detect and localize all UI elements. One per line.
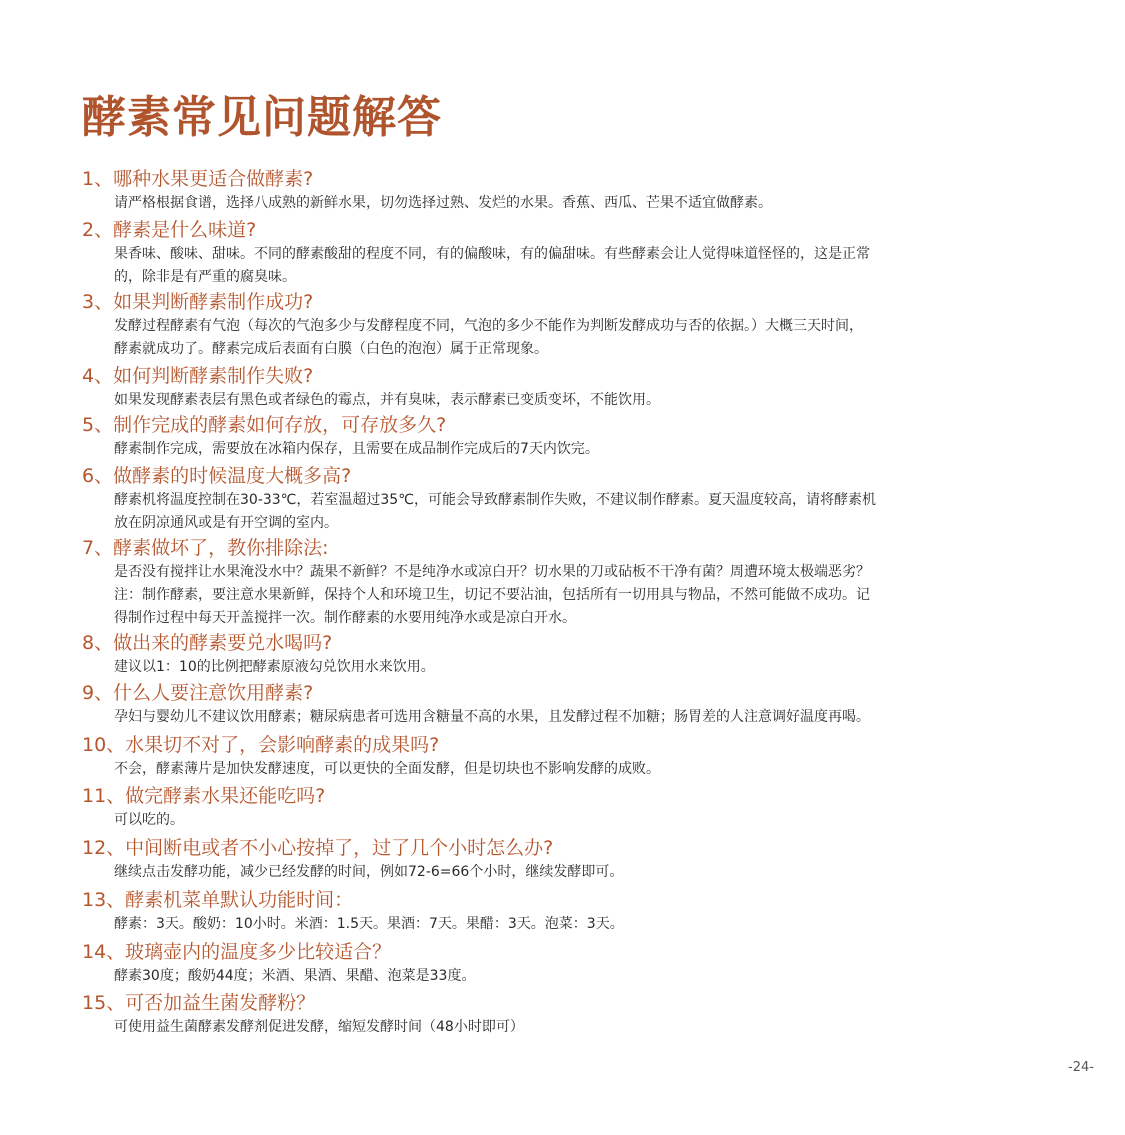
- faq-item-10: [82, 732, 1082, 781]
- faq-question: 3、如果判断酵素制作成功?: [82, 291, 314, 313]
- faq-question: 9、什么人要注意饮用酵素?: [82, 682, 314, 704]
- answer-line: 果香味、酸味、甜味。不同的酵素酸甜的程度不同，有的偏酸味，有的偏甜味。有些酵素会让人觉得味道怪怪的，这是正常: [114, 246, 870, 262]
- faq-question: 4、如何判断酵素制作失败?: [82, 365, 314, 387]
- answer-line: 如果发现酵素表层有黑色或者绿色的霉点，并有臭味，表示酵素已变质变坏，不能饮用。: [114, 392, 660, 408]
- faq-answer: [82, 489, 1074, 535]
- answer-line: 酵素机将温度控制在30-33℃，若室温超过35℃，可能会导致酵素制作失败，不建议制作酵素。夏天温度较高，请将酵素机: [114, 492, 876, 508]
- faq-item-4: [82, 363, 1082, 412]
- faq-item-1: [82, 166, 1082, 215]
- answer-line: 请严格根据食谱，选择八成熟的新鲜水果，切勿选择过熟、发烂的水果。香蕉、西瓜、芒果不适宜做酵素。: [114, 195, 772, 211]
- faq-answer: [82, 656, 1074, 679]
- faq-question: 10、水果切不对了，会影响酵素的成果吗?: [82, 734, 440, 756]
- faq-question: 8、做出来的酵素要兑水喝吗?: [82, 632, 333, 654]
- answer-line: 可以吃的。: [114, 812, 184, 828]
- faq-answer: [82, 561, 1074, 630]
- answer-line: 注：制作酵素，要注意水果新鲜，保持个人和环境卫生，切记不要沾油，包括所有一切用具与物品，不然可能做不成功。记: [114, 587, 870, 603]
- answer-line: 可使用益生菌酵素发酵剂促进发酵，缩短发酵时间（48小时即可）: [114, 1019, 524, 1035]
- faq-item-11: [82, 783, 1082, 832]
- faq-answer: [82, 861, 1074, 884]
- answer-line: 不会，酵素薄片是加快发酵速度，可以更快的全面发酵，但是切块也不影响发酵的成败。: [114, 761, 660, 777]
- answer-line: 酵素制作完成，需要放在冰箱内保存，且需要在成品制作完成后的7天内饮完。: [114, 441, 599, 457]
- faq-answer: [82, 243, 1074, 289]
- faq-answer: [82, 315, 1074, 361]
- answer-line: 酵素就成功了。酵素完成后表面有白膜（白色的泡泡）属于正常现象。: [114, 341, 548, 357]
- faq-answer: [82, 913, 1074, 936]
- faq-item-3: [82, 289, 1082, 361]
- faq-item-9: [82, 680, 1082, 729]
- faq-question: 1、哪种水果更适合做酵素?: [82, 168, 314, 190]
- faq-answer: [82, 758, 1074, 781]
- answer-line: 酵素：3天。酸奶：10小时。米酒：1.5天。果酒：7天。果醋：3天。泡菜：3天。: [114, 916, 624, 932]
- faq-item-12: [82, 835, 1082, 884]
- faq-question: 11、做完酵素水果还能吃吗?: [82, 785, 326, 807]
- answer-line: 的，除非是有严重的腐臭味。: [114, 269, 296, 285]
- page-title: 酵素常见问题解答: [82, 92, 442, 143]
- faq-item-2: [82, 217, 1082, 289]
- faq-answer: [82, 389, 1074, 412]
- faq-question: 6、做酵素的时候温度大概多高?: [82, 465, 352, 487]
- faq-question: 2、酵素是什么味道?: [82, 219, 257, 241]
- faq-answer: [82, 192, 1074, 215]
- answer-line: 建议以1：10的比例把酵素原液勾兑饮用水来饮用。: [114, 659, 435, 675]
- answer-line: 是否没有搅拌让水果淹没水中？蔬果不新鲜？不是纯净水或凉白开？切水果的刀或砧板不干净有菌？周遭环境太极端恶劣？: [114, 564, 870, 580]
- faq-answer: [82, 965, 1074, 988]
- faq-item-7: [82, 535, 1082, 630]
- faq-question: 5、制作完成的酵素如何存放，可存放多久?: [82, 414, 447, 436]
- answer-line: 发酵过程酵素有气泡（每次的气泡多少与发酵程度不同，气泡的多少不能作为判断发酵成功与否的依据。）大概三天时间，: [114, 318, 863, 334]
- faq-item-13: [82, 887, 1082, 936]
- faq-question: 7、酵素做坏了，教你排除法:: [82, 537, 329, 559]
- faq-answer: [82, 809, 1074, 832]
- faq-item-6: [82, 463, 1082, 535]
- faq-item-14: [82, 939, 1082, 988]
- faq-question: 12、中间断电或者不小心按掉了，过了几个小时怎么办?: [82, 837, 554, 859]
- page-number: -24-: [1068, 1060, 1094, 1075]
- faq-item-15: [82, 990, 1082, 1039]
- faq-question: 13、酵素机菜单默认功能时间：: [82, 889, 354, 911]
- answer-line: 酵素30度；酸奶44度；米酒、果酒、果醋、泡菜是33度。: [114, 968, 476, 984]
- answer-line: 得制作过程中每天开盖搅拌一次。制作酵素的水要用纯净水或是凉白开水。: [114, 610, 576, 626]
- answer-line: 继续点击发酵功能，减少已经发酵的时间，例如72-6=66个小时，继续发酵即可。: [114, 864, 624, 880]
- faq-question: 15、可否加益生菌发酵粉？: [82, 992, 316, 1014]
- answer-line: 孕妇与婴幼儿不建议饮用酵素；糖尿病患者可选用含糖量不高的水果，且发酵过程不加糖；肠胃差的人注意调好温度再喝。: [114, 709, 870, 725]
- faq-question: 14、玻璃壶内的温度多少比较适合？: [82, 941, 392, 963]
- answer-line: 放在阴凉通风或是有开空调的室内。: [114, 515, 338, 531]
- faq-item-5: [82, 412, 1082, 461]
- faq-answer: [82, 438, 1074, 461]
- faq-answer: [82, 1016, 1074, 1039]
- faq-answer: [82, 706, 1074, 729]
- faq-item-8: [82, 630, 1082, 679]
